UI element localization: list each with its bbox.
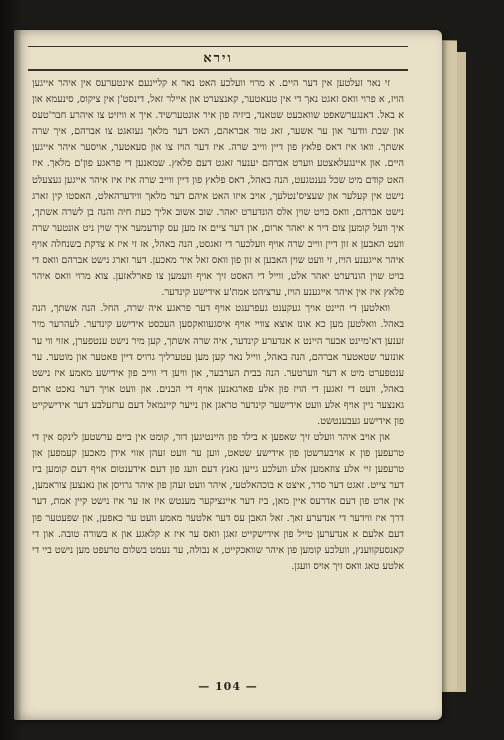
body-paragraph-1: זי נאר זעלטען אין דער היים. א מרוי וועלכע האט נאר א קליינעם אינטערעס אין איהר אייגען הויז, א פרוי וואס זאגט נאך די אין טעאטער, קאנצערט און איילר זאל, דינסט'ן אין ציקוס, סינעמא און א באל. דאנגערשאפט שוואכעט שטאנד, ביזיה פון איר אונטערשיד. איך א וויזיט צו איהרע חבר'טעס און שבת וודער און ער אשער, זאג טור אבראהם, האט דער מלאך געזאגט צו אברהם, איך שרה אשתך. וואו איז דאס פלאץ פון דיין ווייב שרה. איז דער הויז צו און סעאטער, אויסער איהר אייגען היים. און איינגעלאצטע ווערט אברהם יענער זאגט דעם פלאץ. שמאנען די פראגע פון'ם מלאך. איז האט קודם מיט שכל נענטגעט, הנה באהל, דאס פלאץ פון דיין ווייב שרה איז איז איהר אייגען געצעלט נישט אין קעלער און שעציס'נטלעך, אויב איזו האט איהם דער מלאך ווידערהאלט, האסטו קין זארג נישט אברהם, וואס בויט שוין אלס הונדערט יאהר. שוב אשוב אליך כעת חיה והנה בן לשרה אשתך, איך וועל קומען צום דיר א יאהר ארום, און דער ציים אז מען עס קודעמער איך שוין ניט אונטער שרה וועט האבען א זון דיין ווייב שרה אויף וועלכער די זאגסט, הנה באהל, אז זי איז א צדקת בשנחלה אויף איהר אייגענע הויז, זי וועט שוין האבען א זון פון וואס זאל איר מאכען. דער זארג נישט אברהם וואס די בויט שוין הונדערט יאהר אלט, ווייל די האסט זיך אויף וועמען צו פארלאזען. צוא מרוי וואס איהר פלאץ איז אין איהר אייגענע הויז, ערציהט אמת'ע אידישע קינדער. <box>32 78 404 299</box>
binding-shadow <box>0 0 22 740</box>
body-paragraph-3: און אויב איהר וועלט זיך שאפען א בילד פון היינטיגען דור, קומט אין ביים ערשטען לינקס אין די טרעפען פון א אויבערשטן פון אידישע שטאט, ווען ער וועט זעהן אזוי אידן מאכען קעמפען און טרעפען זיי אלע צוזאמען אלע וועלכע גייען גאנץ דעם וועג פון דעם אידענטום אויף דעם קומען ביז דער צייט. זאגט דער סדר, איצט א בוכהאלטעי, איהר וועט זעהן פון איהר גרויסן און נאנצען צוראמען, אין ארט פון דעם אדרעס איין מאן, ביז דער איינציקער מענטש איז אז ער איז נישט קיין אמת, דער דרך איז ווידער די אנדערע זאך. זאל האבן עס דער אלטער מאמע וועט ער כאפען, און שפעטער פון דעם אלעם א אנדערען טייל פון אידישקייט זאגן וואס ער איז א קלאגע און א בשורה טובה. און די קאנסעקווענץ, וועלכע קומען פון איהר שוואכקייט, א נבולה, ער נעמט בשלום טרעפט מען נישט ביי די אלטע טאג וואס זיך אויס וועגן. <box>32 432 404 572</box>
book-page <box>14 30 442 720</box>
body-text <box>32 76 404 575</box>
running-header <box>28 46 408 71</box>
page-number: — 104 — <box>198 680 258 693</box>
body-paragraph-2: וואלטען די היינט אויך געקענט געפרעגט אויף דער פראגע איה שרה, החל. הנה אשתך, הנה באהל. וואלטען מען כא אונז אוצא צוויי אויף איסגעוואקסען העכסט אידישע קינדער. לעהרער מיר זענען דא'מיינט אבער היינט א אנדערע קינדער, איה שרה אשתך, קען מיר נישט ענטפערן, אזוי ווי ער אונזער שטאטער אברהם, הנה באהל, ווייל נאר קען מען עטערליך גרויס דיין פאטער און מוטער. ער ענטפערט מיט א דער ווערטער. הנה בבית הערבער, און וויען די ווייב פון אידישע מאמע איז נישט באהל, וועט די זאגען די הויז פון אלע פארגאנען אויף די הבנים. און וועט אויך דער נאכט ארום גאנצער ניין אויף אלע וועט אידישער קינדער טראגן און נייער קיינמאל דעם ערזעלבע דער אידישקייט פון אידישע געבענטשט. <box>32 303 404 427</box>
running-header-title: וירא <box>203 51 233 66</box>
